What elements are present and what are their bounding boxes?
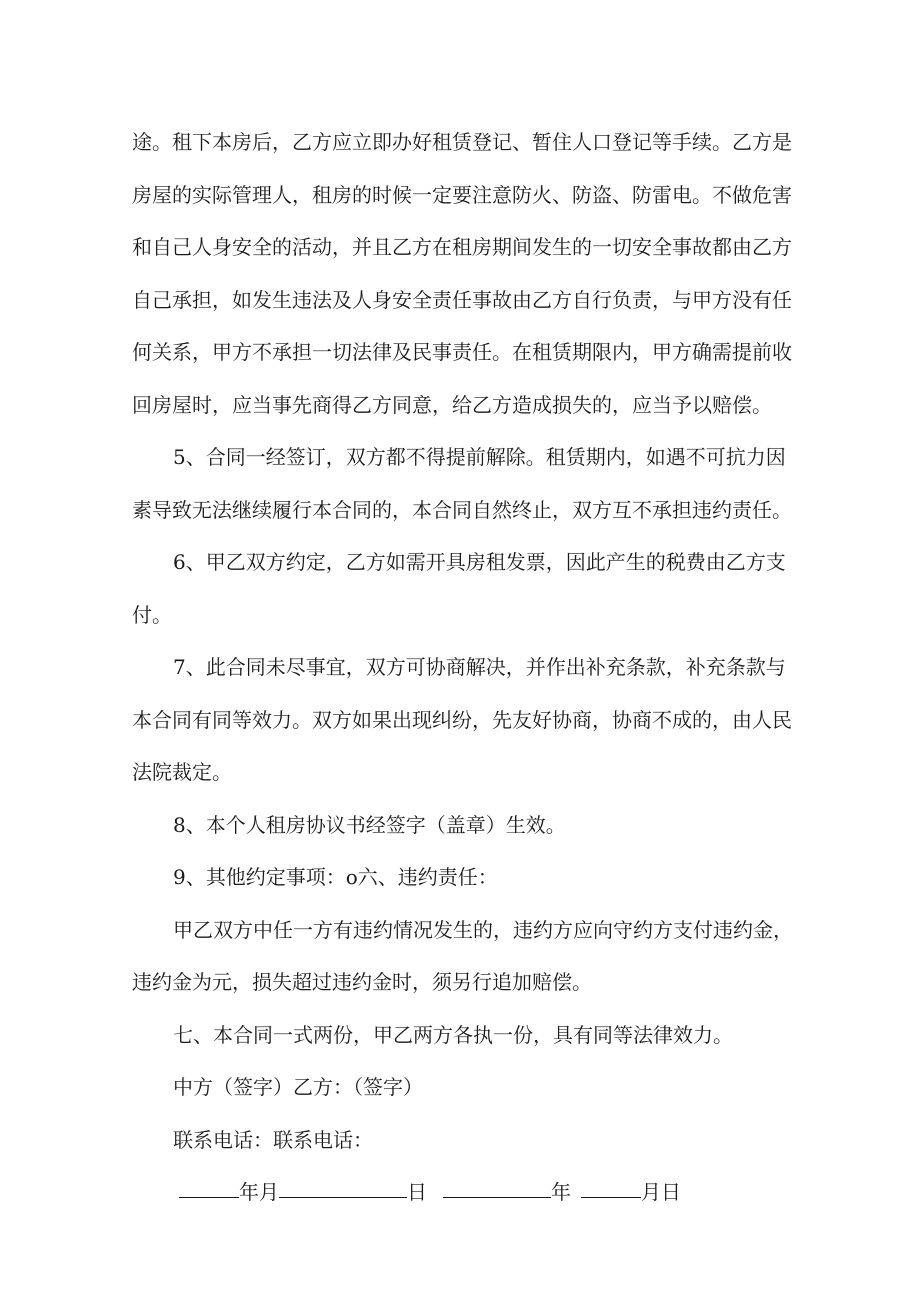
text-line: 9、其他约定事项：o六、违约责任： xyxy=(173,865,498,889)
date-label-year: 年 xyxy=(551,1180,571,1204)
text-line: 法院裁定。 xyxy=(132,760,232,784)
text-line: 和自己人身安全的活动，并且乙方在租房期间发生的一切安全事故都由乙方 xyxy=(132,235,792,259)
text-line: 七、本合同一式两份，甲乙两方各执一份，具有同等法律效力。 xyxy=(173,1022,733,1047)
date-label-day: 日 xyxy=(407,1180,427,1204)
clause-9 xyxy=(132,851,800,904)
text-line: 自己承担，如发生违法及人身安全责任事故由乙方自行负责，与甲方没有任 xyxy=(132,287,792,312)
text-line: 素导致无法继续履行本合同的，本合同自然终止，双方互不承担违约责任。 xyxy=(132,497,792,522)
breach-clause xyxy=(132,904,800,1009)
contract-body xyxy=(132,116,800,1219)
text-line: 途。租下本房后，乙方应立即办好租赁登记、暂住人口登记等手续。乙方是 xyxy=(132,130,792,154)
text-line: 6、甲乙双方约定，乙方如需开具房租发票，因此产生的税费由乙方支 xyxy=(173,550,786,574)
text-line: 回房屋时，应当事先商得乙方同意，给乙方造成损失的，应当予以赔偿。 xyxy=(132,392,772,417)
blank-underline xyxy=(279,1177,407,1198)
date-row xyxy=(132,1166,800,1219)
text-line: 违约金为元，损失超过违约金时，须另行追加赔偿。 xyxy=(132,970,592,994)
blank-underline xyxy=(179,1177,239,1198)
signature-line: 中方（签字）乙方：（签字） xyxy=(173,1075,423,1099)
text-line: 本合同有同等效力。双方如果出现纠纷，先友好协商，协商不成的，由人民 xyxy=(132,707,792,732)
text-line: 5、合同一经签订，双方都不得提前解除。租赁期内，如遇不可抗力因 xyxy=(173,445,786,469)
copies-clause xyxy=(132,1009,800,1062)
clause-5 xyxy=(132,431,800,536)
date-label-month-day: 月日 xyxy=(641,1180,681,1204)
text-line: 甲乙双方中任一方有违约情况发生的，违约方应向守约方支付违约金， xyxy=(173,917,793,942)
text-line: 7、此合同未尽事宜，双方可协商解决，并作出补充条款，补充条款与 xyxy=(173,655,786,679)
paragraph-continuation xyxy=(132,116,800,431)
blank-underline xyxy=(581,1177,641,1198)
clause-8 xyxy=(132,799,800,852)
text-line: 房屋的实际管理人，租房的时候一定要注意防火、防盗、防雷电。不做危害 xyxy=(132,182,792,207)
clause-7 xyxy=(132,641,800,799)
date-label-year-month: 年月 xyxy=(239,1180,279,1204)
contact-phone-line: 联系电话：联系电话： xyxy=(173,1127,373,1152)
text-line: 8、本个人租房协议书经签字（盖章）生效。 xyxy=(173,812,566,837)
text-line: 付。 xyxy=(132,602,172,627)
text-line: 何关系，甲方不承担一切法律及民事责任。在租赁期限内，甲方确需提前收 xyxy=(132,340,792,364)
clause-6 xyxy=(132,536,800,641)
blank-underline xyxy=(443,1177,551,1198)
